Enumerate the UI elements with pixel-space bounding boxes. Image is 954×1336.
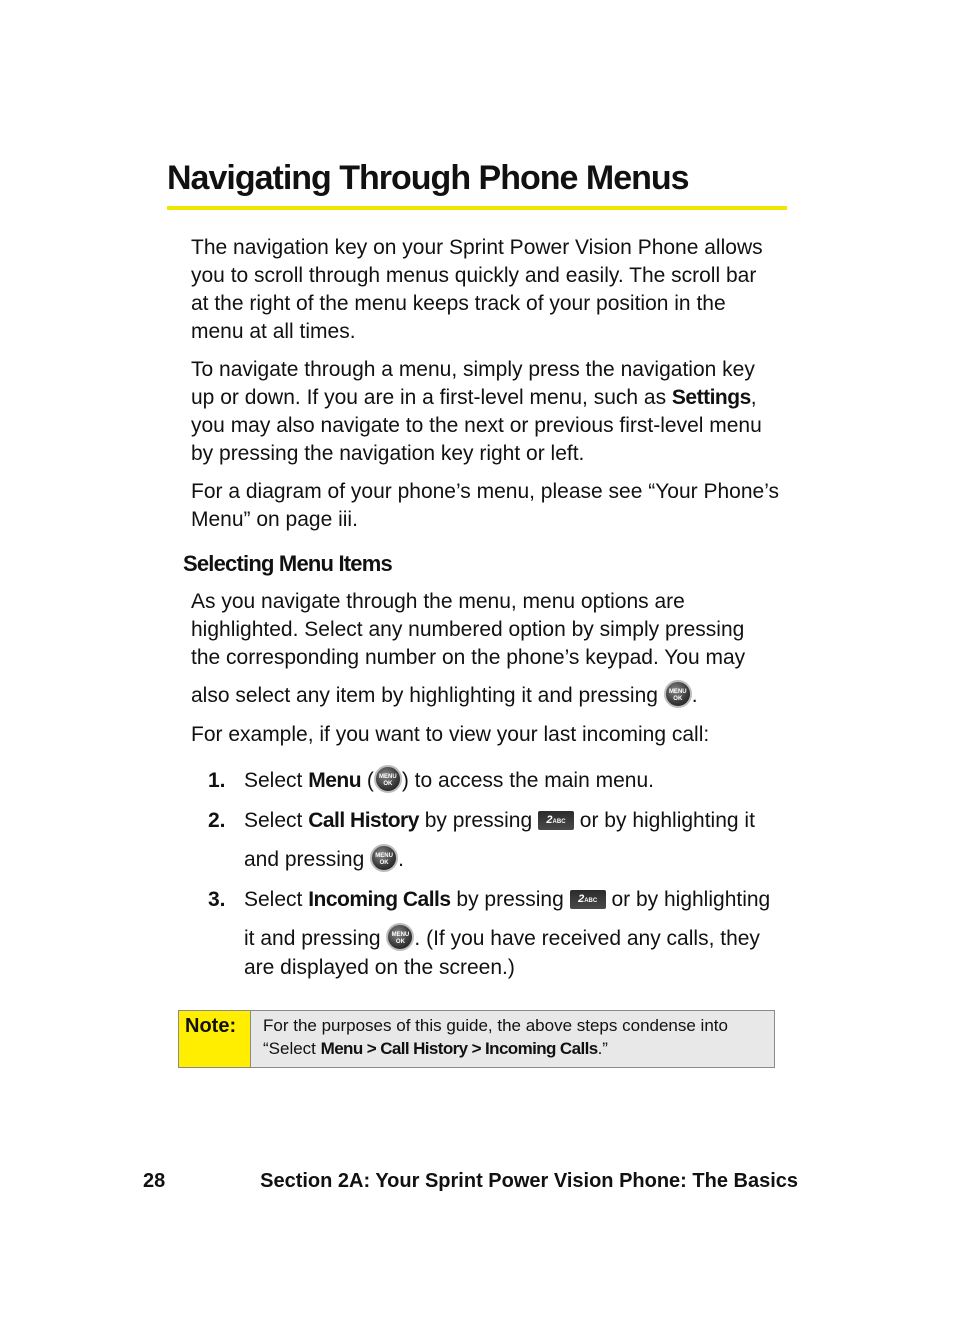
key-2-abc-icon: 2ABC [538,811,574,830]
text-line: the corresponding number on the phone’s keypad. You may [191,646,746,669]
text-line: The navigation key on your Sprint Power Vision Phone allows [191,236,763,259]
selecting-paragraph-1 [191,588,791,710]
text-span: Select [244,769,309,792]
text-line [191,682,791,710]
text-span: by pressing [418,809,538,832]
step-number: 3. [208,888,226,911]
text-span: . (If you have received any calls, they [414,927,760,950]
text-span: Select [244,809,309,832]
text-line [263,1037,768,1060]
note-box [178,1010,775,1068]
text-span: by pressing [450,888,570,911]
text-line: For example, if you want to view your last incoming call: [191,723,710,746]
text-line [244,767,789,795]
menu-ok-key-icon: MENU OK [386,923,414,951]
menu-ok-key-icon: MENU OK [370,844,398,872]
text-line: you to scroll through menus quickly and easily. The scroll bar [191,264,757,287]
text-span: ( [361,769,374,792]
note-text [263,1014,768,1060]
text-line [244,925,789,953]
intro-paragraph-3 [191,478,791,534]
text-span: and pressing [244,848,371,871]
text-line [244,807,789,835]
note-label: Note: [179,1011,251,1067]
text-line: by pressing the navigation key right or left. [191,442,585,465]
step-number: 1. [208,769,226,792]
text-span: “Select [263,1039,321,1058]
selecting-paragraph-2 [191,721,791,749]
page-title: Navigating Through Phone Menus [167,159,689,197]
text-line [191,384,791,412]
text-line: As you navigate through the menu, menu options are [191,590,685,613]
section-subheading: Selecting Menu Items [183,551,392,576]
text-line: For the purposes of this guide, the above steps condense into [263,1016,728,1035]
text-line: you may also navigate to the next or previous first-level menu [191,414,762,437]
menu-ok-key-icon: MENU OK [664,680,692,708]
title-underline-rule [167,206,787,210]
intro-paragraph-1 [191,234,791,346]
text-span: also select any item by highlighting it and pressing [191,684,658,707]
text-span: . [691,684,698,707]
text-line: are displayed on the screen.) [244,956,515,980]
text-line: menu at all times. [191,320,356,343]
step-number: 2. [208,809,226,832]
text-span: or by highlighting it [573,809,755,832]
text-line: To navigate through a menu, simply press the navigation key [191,358,755,381]
text-line [244,886,789,914]
step-text [244,886,789,982]
menu-term: Menu [308,769,362,792]
step-text [244,807,789,874]
page-number: 28 [143,1170,166,1192]
text-line: Menu” on page iii. [191,508,358,531]
text-line: For a diagram of your phone’s menu, please see “Your Phone’s [191,480,779,503]
text-span: .” [597,1039,608,1058]
text-line [244,846,789,874]
text-span: up or down. If you are in a first-level menu, such as [191,386,672,409]
text-span: , [750,386,757,409]
text-span: ) to access the main menu. [401,769,654,792]
call-history-term: Call History [308,809,419,832]
menu-ok-key-icon: MENU OK [374,765,402,793]
text-span: . [398,848,404,871]
text-line: at the right of the menu keeps track of your position in the [191,292,726,315]
key-2-abc-icon: 2ABC [570,890,606,909]
menu-path-term: Menu > Call History > Incoming Calls [320,1039,598,1058]
step-text [244,767,789,795]
text-line: highlighted. Select any numbered option by simply pressing [191,618,745,641]
incoming-calls-term: Incoming Calls [308,888,451,911]
text-span: it and pressing [244,927,387,950]
settings-term: Settings [671,386,751,409]
section-footer: Section 2A: Your Sprint Power Vision Phone: The Basics [260,1170,798,1192]
text-span: Select [244,888,309,911]
text-span: or by highlighting [605,888,771,911]
intro-paragraph-2 [191,356,791,468]
